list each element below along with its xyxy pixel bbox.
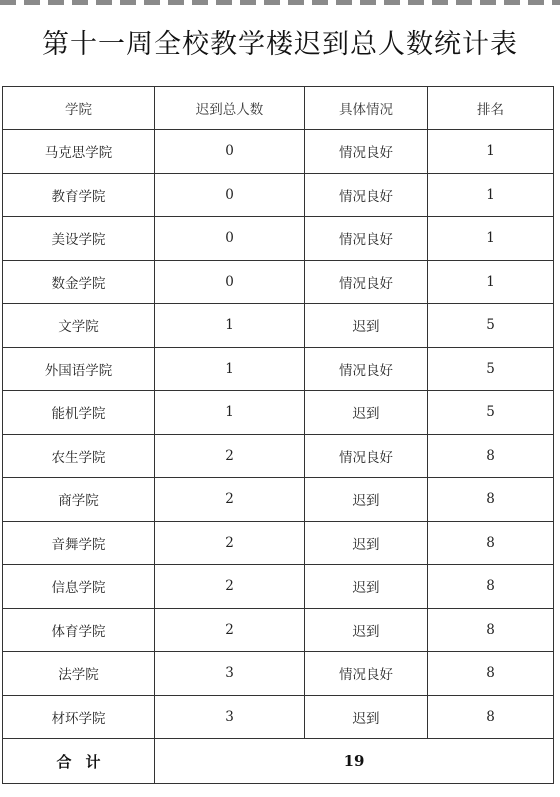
cell-late-count: 2 (155, 565, 305, 609)
table-row (3, 608, 554, 652)
table-row (3, 478, 554, 522)
cell-college: 外国语学院 (3, 347, 155, 391)
total-value: 19 (155, 739, 554, 784)
table-row (3, 652, 554, 696)
lateness-table (2, 86, 554, 784)
cell-rank: 1 (428, 130, 554, 174)
cell-details: 情况良好 (305, 130, 428, 174)
page-title: 第十一周全校教学楼迟到总人数统计表 (42, 29, 518, 61)
table-header-row (3, 87, 554, 130)
cell-college: 文学院 (3, 304, 155, 348)
cell-late-count: 2 (155, 434, 305, 478)
cell-rank: 5 (428, 347, 554, 391)
cell-late-count: 3 (155, 652, 305, 696)
cell-late-count: 3 (155, 695, 305, 739)
cell-late-count: 0 (155, 260, 305, 304)
cell-details: 情况良好 (305, 652, 428, 696)
total-label: 合计 (3, 739, 155, 784)
table-row (3, 565, 554, 609)
header-rank: 排名 (428, 87, 554, 130)
cell-rank: 8 (428, 565, 554, 609)
header-college: 学院 (3, 87, 155, 130)
cell-details: 情况良好 (305, 434, 428, 478)
cell-details: 迟到 (305, 608, 428, 652)
cell-college: 信息学院 (3, 565, 155, 609)
cell-details: 迟到 (305, 478, 428, 522)
cell-rank: 1 (428, 217, 554, 261)
cell-late-count: 1 (155, 347, 305, 391)
cell-rank: 8 (428, 478, 554, 522)
header-details: 具体情况 (305, 87, 428, 130)
cell-rank: 8 (428, 521, 554, 565)
cell-details: 情况良好 (305, 260, 428, 304)
cell-rank: 1 (428, 260, 554, 304)
cell-rank: 5 (428, 391, 554, 435)
cell-late-count: 1 (155, 391, 305, 435)
cell-rank: 1 (428, 173, 554, 217)
top-edge-strip (0, 0, 560, 5)
cell-college: 农生学院 (3, 434, 155, 478)
cell-details: 迟到 (305, 391, 428, 435)
table-body (3, 130, 554, 784)
cell-late-count: 0 (155, 130, 305, 174)
cell-college: 马克思学院 (3, 130, 155, 174)
cell-details: 情况良好 (305, 217, 428, 261)
table-row (3, 260, 554, 304)
cell-late-count: 2 (155, 478, 305, 522)
table-row (3, 173, 554, 217)
table-row (3, 521, 554, 565)
cell-college: 法学院 (3, 652, 155, 696)
cell-late-count: 2 (155, 608, 305, 652)
table-row (3, 130, 554, 174)
cell-college: 美设学院 (3, 217, 155, 261)
cell-college: 体育学院 (3, 608, 155, 652)
cell-college: 能机学院 (3, 391, 155, 435)
table-row (3, 217, 554, 261)
cell-college: 数金学院 (3, 260, 155, 304)
cell-details: 迟到 (305, 521, 428, 565)
table-row (3, 304, 554, 348)
cell-late-count: 2 (155, 521, 305, 565)
cell-late-count: 0 (155, 217, 305, 261)
total-row (3, 739, 554, 784)
cell-details: 情况良好 (305, 173, 428, 217)
cell-details: 迟到 (305, 695, 428, 739)
table-row (3, 434, 554, 478)
cell-college: 音舞学院 (3, 521, 155, 565)
table-row (3, 391, 554, 435)
cell-rank: 8 (428, 608, 554, 652)
cell-rank: 5 (428, 304, 554, 348)
cell-college: 教育学院 (3, 173, 155, 217)
cell-details: 情况良好 (305, 347, 428, 391)
cell-rank: 8 (428, 652, 554, 696)
cell-late-count: 0 (155, 173, 305, 217)
header-late-count: 迟到总人数 (155, 87, 305, 130)
cell-college: 材环学院 (3, 695, 155, 739)
cell-details: 迟到 (305, 565, 428, 609)
table-row (3, 347, 554, 391)
cell-rank: 8 (428, 695, 554, 739)
table-row (3, 695, 554, 739)
cell-late-count: 1 (155, 304, 305, 348)
cell-rank: 8 (428, 434, 554, 478)
cell-details: 迟到 (305, 304, 428, 348)
cell-college: 商学院 (3, 478, 155, 522)
